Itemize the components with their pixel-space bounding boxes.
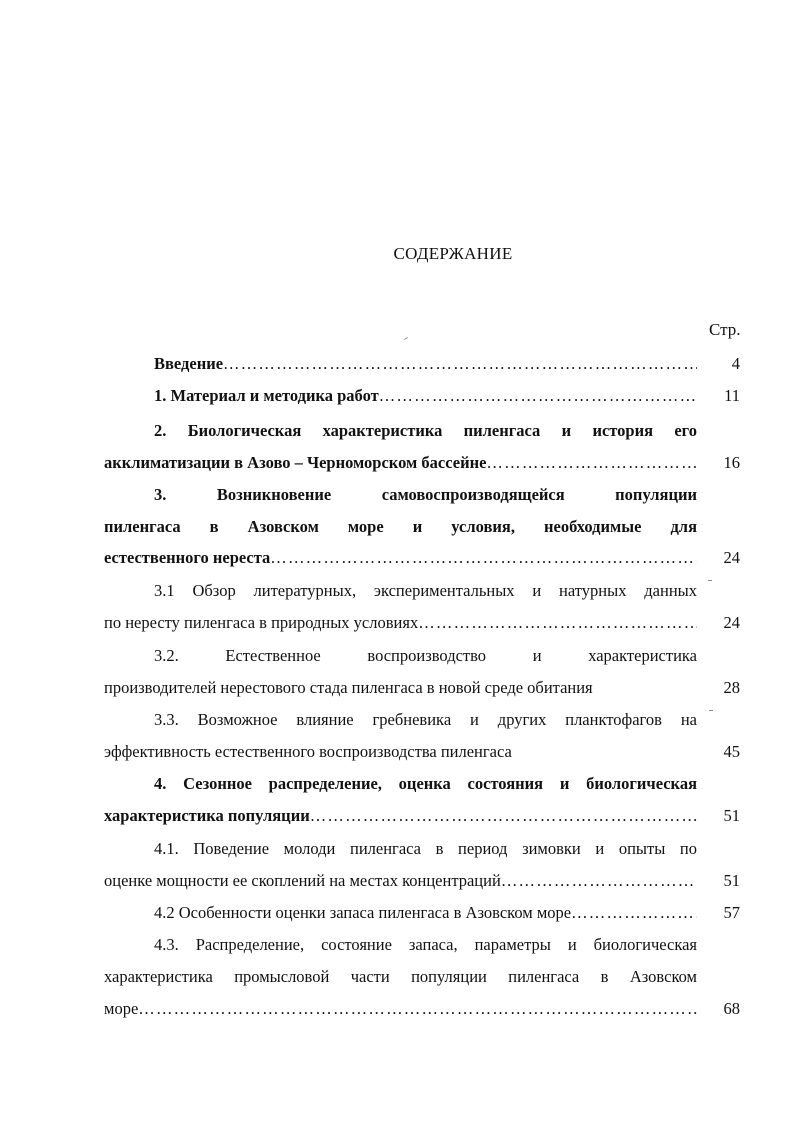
dot-leader [571, 900, 697, 926]
toc-page-number: 51 [723, 806, 740, 825]
toc-line: Введение [154, 354, 224, 373]
toc-page-number: 68 [723, 999, 740, 1018]
dot-leader [379, 383, 697, 409]
toc-entry-4-3-line-3 [104, 996, 697, 1022]
toc-page-number: 57 [723, 903, 740, 922]
toc-entry-3-1-line-2 [104, 610, 697, 636]
toc-entry-4-line-2 [104, 803, 697, 829]
toc-entry-2-line-2 [104, 450, 697, 476]
toc-line: естественного нереста [104, 548, 271, 567]
scan-speck [709, 710, 713, 711]
toc-line: оценке мощности ее скоплений на местах концентраций [104, 871, 501, 890]
toc-entry-3-2-line-1: 3.2. Естественное воспроизводство и характеристика [154, 646, 697, 665]
toc-page-number: 51 [723, 871, 740, 890]
toc-entry-1 [154, 383, 697, 409]
scan-speck [708, 580, 712, 581]
toc-entry-4-3-line-1: 4.3. Распределение, состояние запаса, параметры и биологическая [154, 935, 697, 954]
toc-entry-3-line-2: пиленгаса в Азовском море и условия, необходимые для [104, 517, 697, 536]
toc-line: 1. Материал и методика работ [154, 386, 379, 405]
dot-leader [310, 803, 697, 829]
toc-page-number: 45 [723, 742, 740, 761]
toc-line: по нересту пиленгаса в природных условиях [104, 613, 419, 632]
toc-line: море [104, 999, 139, 1018]
toc-entry-3-line-1: 3. Возникновение самовоспроизводящейся популяции [154, 485, 697, 504]
dot-leader [138, 996, 697, 1022]
toc-page-number: 16 [723, 453, 740, 472]
toc-entry-3-line-3 [104, 545, 697, 571]
dot-leader [486, 450, 697, 476]
toc-entry-4-1-line-1: 4.1. Поведение молоди пиленгаса в период зимовки и опыты по [154, 839, 697, 858]
page-title: СОДЕРЖАНИЕ [393, 244, 513, 263]
toc-page-number: 24 [723, 548, 740, 567]
toc-page-number: 28 [723, 678, 740, 697]
dot-leader [270, 545, 697, 571]
toc-page-number: 24 [723, 613, 740, 632]
page-column-label: Стр. [709, 320, 741, 339]
toc-line: характеристика популяции [104, 806, 310, 825]
dot-leader [223, 351, 697, 377]
toc-entry-4-3-line-2: характеристика промысловой части популяции пиленгаса в Азовском [104, 967, 697, 986]
toc-line: 4.2 Особенности оценки запаса пиленгаса в Азовском море [154, 903, 572, 922]
dot-leader [501, 868, 697, 894]
toc-entry-4-2 [154, 900, 697, 926]
toc-entry-3-2-line-2: производителей нерестового стада пиленгаса в новой среде обитания [104, 678, 593, 697]
toc-entry-4-1-line-2 [104, 868, 697, 894]
toc-page-number: 4 [731, 354, 740, 373]
toc-entry-3-1-line-1: 3.1 Обзор литературных, экспериментальных и натурных данных [154, 581, 697, 600]
toc-entry-3-3-line-1: 3.3. Возможное влияние гребневика и других планктофагов на [154, 710, 697, 729]
scan-speck [404, 337, 408, 340]
toc-page-number: 11 [724, 386, 740, 405]
toc-entry-3-3-line-2: эффективность естественного воспроизводства пиленгаса [104, 742, 512, 761]
dot-leader [418, 610, 697, 636]
toc-line: акклиматизации в Азово – Черноморском бассейне [104, 453, 487, 472]
toc-entry-introduction [154, 351, 697, 377]
toc-entry-2-line-1: 2. Биологическая характеристика пиленгаса и история его [154, 421, 697, 440]
toc-entry-4-line-1: 4. Сезонное распределение, оценка состояния и биологическая [154, 774, 697, 793]
